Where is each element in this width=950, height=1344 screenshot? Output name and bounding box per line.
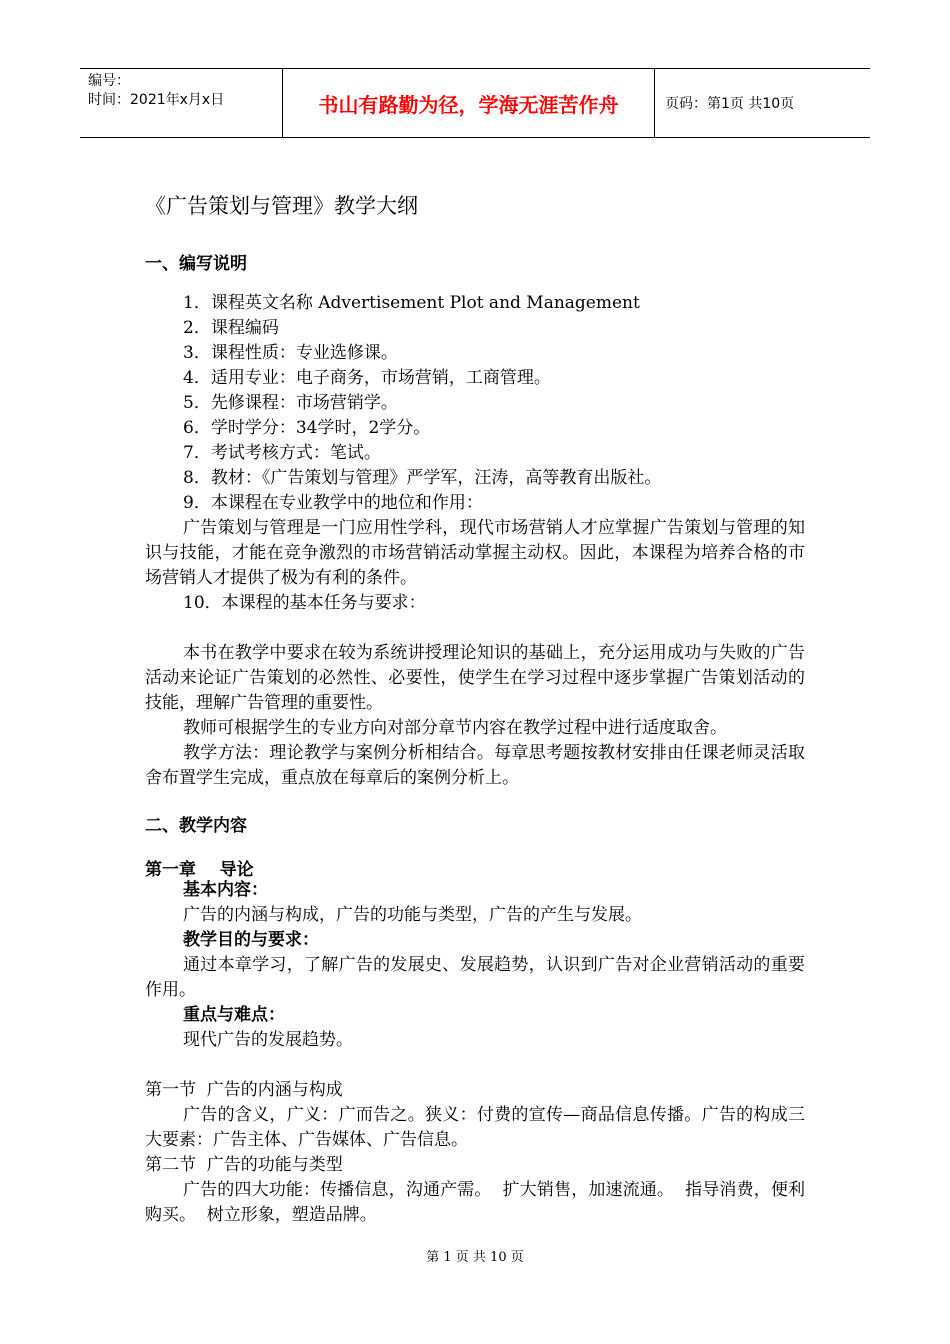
number-label: 编号： [88,73,130,89]
document-title: 《广告策划与管理》教学大纲 [145,194,418,218]
list-item: 1．课程英文名称 Advertisement Plot and Management [183,293,640,313]
date-label: 时间：2021年x月x日 [88,92,225,108]
paragraph-teacher: 教师可根据学生的专业方向对部分章节内容在教学过程中进行适度取舍。 [183,718,727,738]
list-item: 6．学时学分：34学时，2学分。 [183,418,431,438]
section-title: 第一节 广告的内涵与构成 [145,1080,343,1100]
list-item: 7．考试考核方式：笔试。 [183,443,381,463]
section-text: 广告的四大功能：传播信息，沟通产需。 扩大销售，加速流通。 指导消费，便利购买。 树立形象，塑造品牌。 [145,1180,805,1225]
list-item: 10．本课程的基本任务与要求： [183,593,426,613]
key-points-label: 重点与难点： [183,1005,285,1025]
goal-label: 教学目的与要求： [183,930,319,950]
key-points-text: 现代广告的发展趋势。 [183,1030,353,1050]
header-page-info: 页码：第1页 共10页 [665,96,795,112]
paragraph-method: 教学方法：理论教学与案例分析相结合。每章思考题按教材安排由任课老师灵活取舍布置学生完成，重点放在每章后的案例分析上。 [145,743,805,788]
list-item: 3．课程性质：专业选修课。 [183,343,398,363]
list-item: 9．本课程在专业教学中的地位和作用： [183,493,483,513]
goal-text: 通过本章学习，了解广告的发展史、发展趋势，认识到广告对企业营销活动的重要作用。 [145,955,805,1000]
section-title: 第二节 广告的功能与类型 [145,1155,343,1175]
section-text: 广告的含义，广义：广而告之。狭义：付费的宣传—商品信息传播。广告的构成三大要素：广告主体、广告媒体、广告信息。 [145,1105,805,1150]
basic-content-label: 基本内容： [183,880,268,900]
section-heading: 二、教学内容 [145,816,247,836]
list-item: 4．适用专业：电子商务，市场营销，工商管理。 [183,368,551,388]
list-item: 5．先修课程：市场营销学。 [183,393,398,413]
section-heading: 一、编写说明 [145,254,247,274]
header-meta [80,69,282,137]
header-motto: 书山有路勤为径，学海无涯苦作舟 [282,69,655,137]
chapter-heading: 第一章 导论 [145,860,254,880]
basic-content-text: 广告的内涵与构成，广告的功能与类型，广告的产生与发展。 [183,905,642,925]
list-item: 8．教材：《广告策划与管理》严学军，汪涛，高等教育出版社。 [183,468,662,488]
list-item: 2．课程编码 [183,318,279,338]
paragraph-task: 本书在教学中要求在较为系统讲授理论知识的基础上，充分运用成功与失败的广告活动来论证广告策划的必然性、必要性，使学生在学习过程中逐步掌握广告策划活动的技能，理解广告管理的重要性。 [145,643,805,713]
document-header [80,68,870,138]
paragraph-role: 广告策划与管理是一门应用性学科，现代市场营销人才应掌握广告策划与管理的知识与技能，才能在竞争激烈的市场营销活动掌握主动权。因此，本课程为培养合格的市场营销人才提供了极为有利的条件。 [145,518,805,588]
page-footer: 第 1 页 共 10 页 [426,1250,524,1265]
